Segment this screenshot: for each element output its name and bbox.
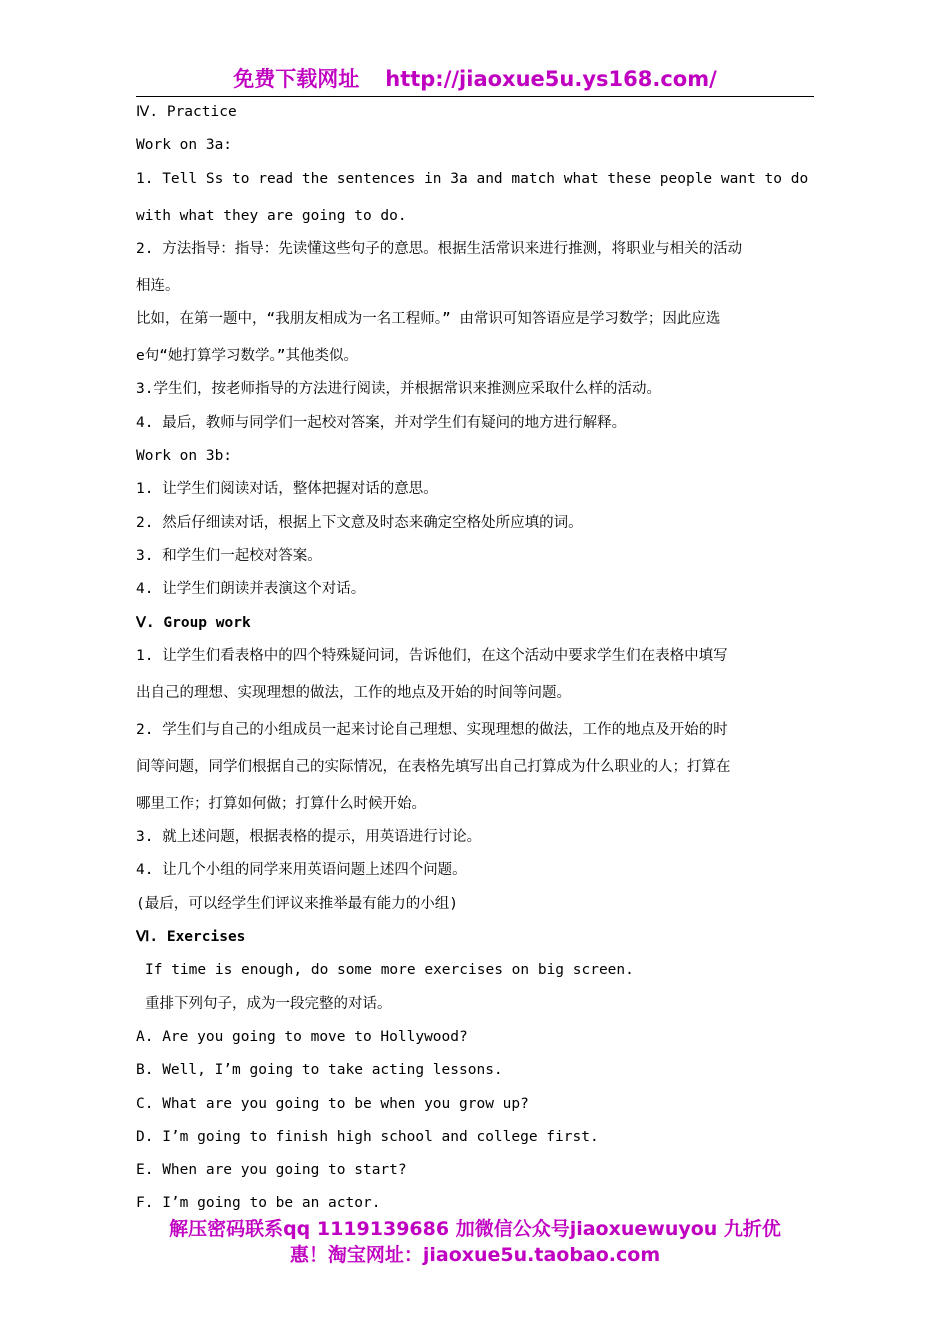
text-line: Work on 3b: xyxy=(136,448,233,465)
section-heading: Ⅴ. Group work xyxy=(136,614,251,631)
footer-line-1: 解压密码联系qq 1119139686 加微信公众号jiaoxuewuyou 九折优 xyxy=(169,1218,781,1240)
text-line: F. I’m going to be an actor. xyxy=(136,1195,381,1212)
text-line: 1. 让学生们看表格中的四个特殊疑问词，告诉他们，在这个活动中要求学生们在表格中填写 xyxy=(136,647,728,664)
text-line: If time is enough, do some more exercises on big screen. xyxy=(145,962,634,979)
text-line: C. What are you going to be when you grow up? xyxy=(136,1095,529,1112)
text-line: (最后，可以经学生们评议来推举最有能力的小组) xyxy=(136,895,458,912)
section-heading: Ⅵ. Exercises xyxy=(136,929,246,946)
text-line: with what they are going to do. xyxy=(136,207,407,224)
header-label: 免费下载网址 xyxy=(233,67,360,91)
text-line: 出自己的理想、实现理想的做法，工作的地点及开始的时间等问题。 xyxy=(136,684,571,701)
text-line: Ⅳ. Practice xyxy=(136,104,237,120)
text-line: 哪里工作；打算如何做；打算什么时候开始。 xyxy=(136,795,426,812)
text-line: 1. Tell Ss to read the sentences in 3a and match what these people want to do xyxy=(136,170,809,187)
header-url-link[interactable]: http://jiaoxue5u.ys168.com/ xyxy=(385,67,717,91)
page-header xyxy=(136,62,814,97)
text-line: 2. 学生们与自己的小组成员一起来讨论自己理想、实现理想的做法，工作的地点及开始的时 xyxy=(136,721,728,738)
text-line: e句“她打算学习数学。”其他类似。 xyxy=(136,348,358,365)
text-line: 3. 和学生们一起校对答案。 xyxy=(136,547,322,564)
text-line: E. When are you going to start? xyxy=(136,1162,407,1179)
text-line: 4. 最后，教师与同学们一起校对答案，并对学生们有疑问的地方进行解释。 xyxy=(136,414,627,431)
text-line: 相连。 xyxy=(136,277,180,294)
footer-line-2: 惠！淘宝网址：jiaoxue5u.taobao.com xyxy=(289,1244,661,1266)
text-line: A. Are you going to move to Hollywood? xyxy=(136,1028,468,1045)
text-line: 1. 让学生们阅读对话，整体把握对话的意思。 xyxy=(136,481,438,498)
text-line: 3.学生们，按老师指导的方法进行阅读，并根据常识来推测应采取什么样的活动。 xyxy=(136,381,661,398)
page-footer xyxy=(0,1216,950,1268)
text-line: 2. 方法指导：指导：先读懂这些句子的意思。根据生活常识来进行推测，将职业与相关的活动 xyxy=(136,240,743,257)
text-line: Work on 3a: xyxy=(136,137,233,154)
text-line: 比如，在第一题中，“我朋友相成为一名工程师。” 由常识可知答语应是学习数学；因此应选 xyxy=(136,311,721,328)
text-line: 4. 让学生们朗读并表演这个对话。 xyxy=(136,581,366,598)
text-line: 2. 然后仔细读对话，根据上下文意及时态来确定空格处所应填的词。 xyxy=(136,514,583,531)
text-line: 间等问题，同学们根据自己的实际情况，在表格先填写出自己打算成为什么职业的人；打算在 xyxy=(136,758,731,775)
text-line: D. I’m going to finish high school and college first. xyxy=(136,1128,599,1145)
text-line: 4. 让几个小组的同学来用英语问题上述四个问题。 xyxy=(136,862,467,879)
text-line: B. Well, I’m going to take acting lessons. xyxy=(136,1062,503,1079)
text-line: 重排下列句子，成为一段完整的对话。 xyxy=(145,995,392,1012)
text-line: 3. 就上述问题，根据表格的提示，用英语进行讨论。 xyxy=(136,829,482,846)
document-body xyxy=(136,100,816,1225)
